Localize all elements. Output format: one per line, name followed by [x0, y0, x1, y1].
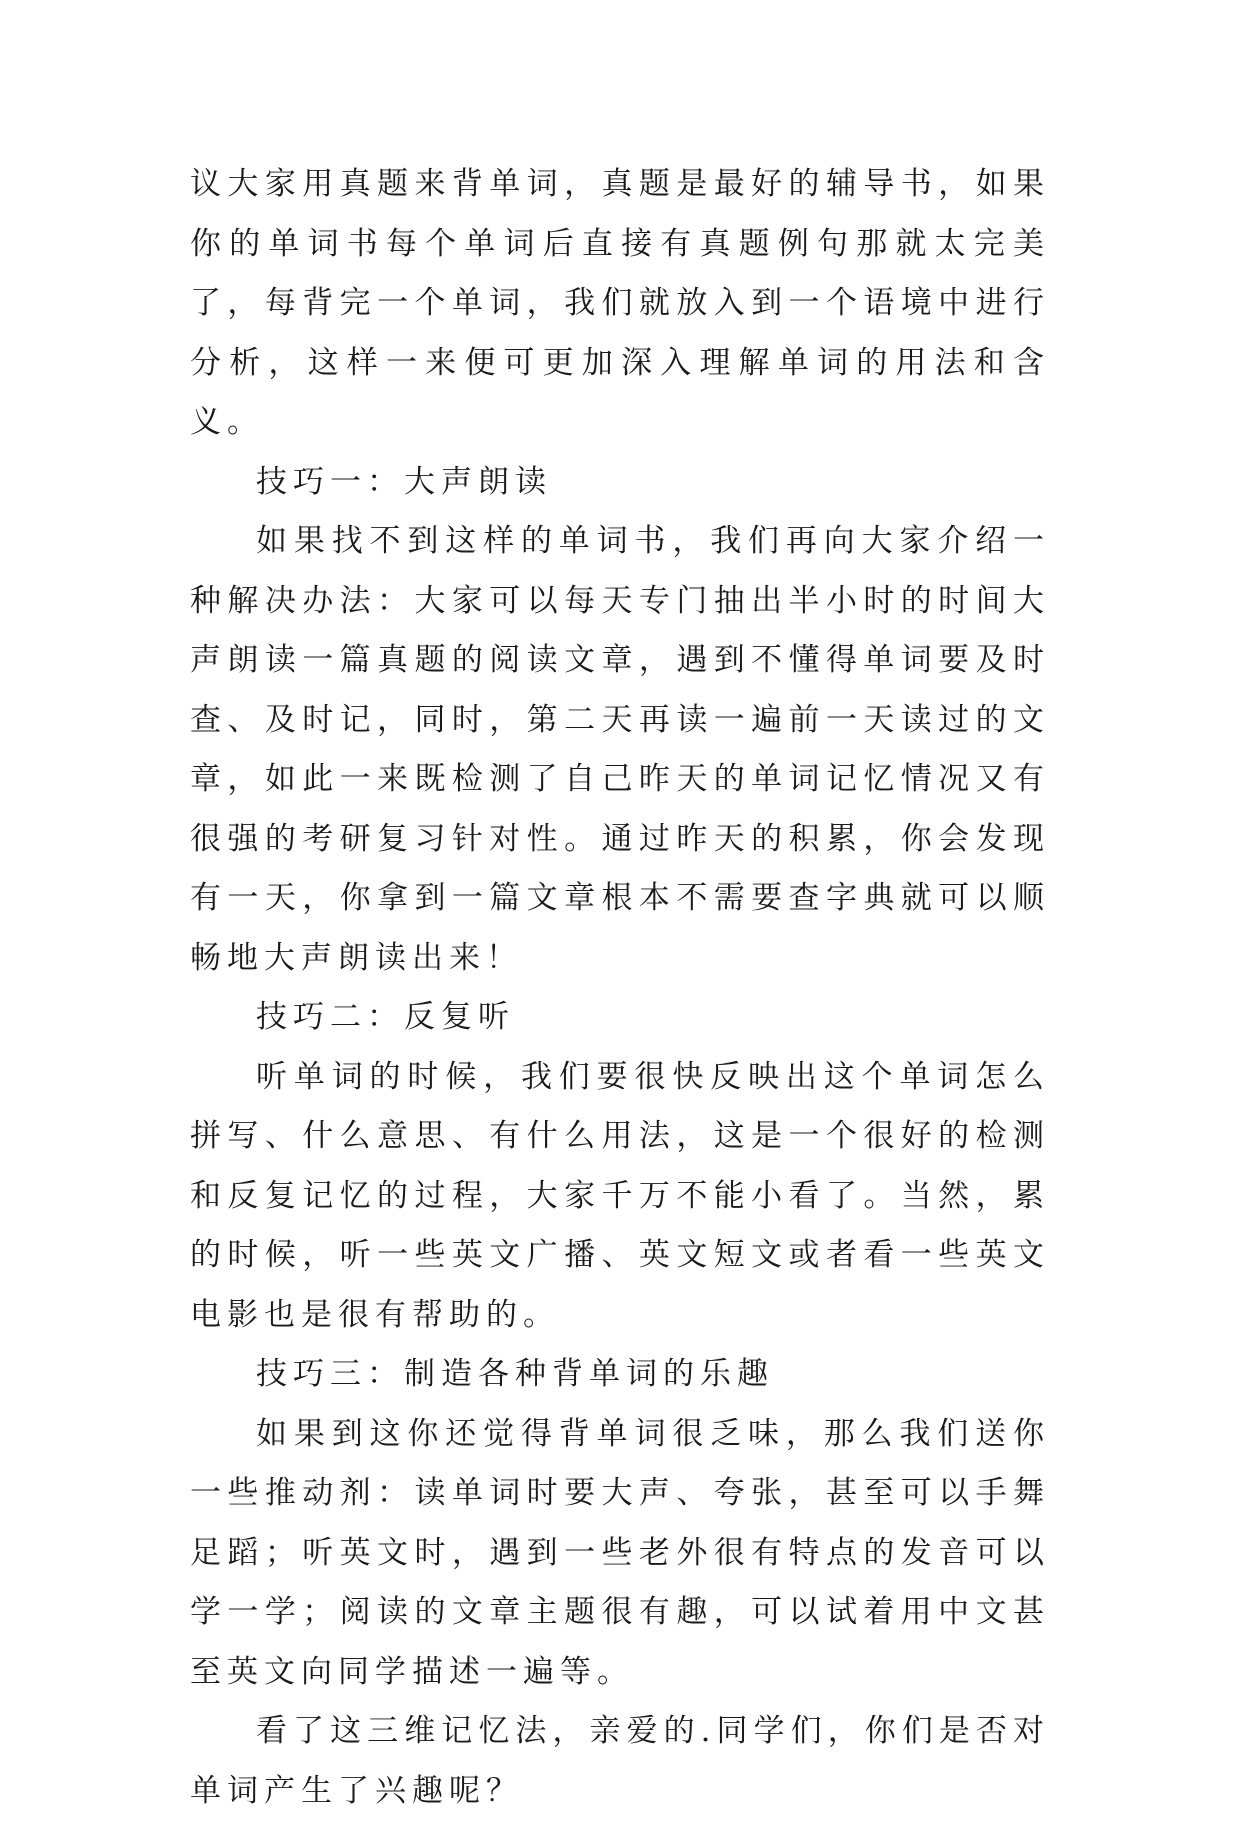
heading-tip-3: 技巧三：制造各种背单词的乐趣: [256, 1356, 774, 1392]
paragraph-conclusion: 看了这三维记忆法，亲爱的.同学们，你们是否对单词产生了兴趣呢？: [190, 1713, 1050, 1809]
heading-tip-2: 技巧二：反复听: [256, 999, 515, 1035]
heading-tip-1: 技巧一：大声朗读: [256, 463, 552, 500]
paragraph-tip-3: 如果到这你还觉得背单词很乏味，那么我们送你一些推动剂：读单词时要大声、夸张，甚至可以手舞足蹈；听英文时，遇到一些老外很有特点的发音可以学一学；阅读的文章主题很有趣，可以试着用中文甚至英文向同学描述一遍等。: [190, 1415, 1050, 1690]
paragraph-tip-2: 听单词的时候，我们要很快反映出这个单词怎么拼写、什么意思、有什么用法，这是一个很好的检测和反复记忆的过程，大家千万不能小看了。当然，累的时候，听一些英文广播、英文短文或者看一些英文电影也是很有帮助的。: [190, 1058, 1050, 1333]
paragraph-tip-1: 如果找不到这样的单词书，我们再向大家介绍一种解决办法：大家可以每天专门抽出半小时的时间大声朗读一篇真题的阅读文章，遇到不懂得单词要及时查、及时记，同时，第二天再读一遍前一天读过的文章，如此一来既检测了自己昨天的单词记忆情况又有很强的考研复习针对性。通过昨天的积累，你会发现有一天，你拿到一篇文章根本不需要查字典就可以顺畅地大声朗读出来！: [190, 523, 1050, 976]
document-body: [190, 155, 1050, 1821]
paragraph-continued: 议大家用真题来背单词，真题是最好的辅导书，如果你的单词书每个单词后直接有真题例句那就太完美了，每背完一个单词，我们就放入到一个语境中进行分析，这样一来便可更加深入理解单词的用法和含义。: [190, 166, 1050, 440]
